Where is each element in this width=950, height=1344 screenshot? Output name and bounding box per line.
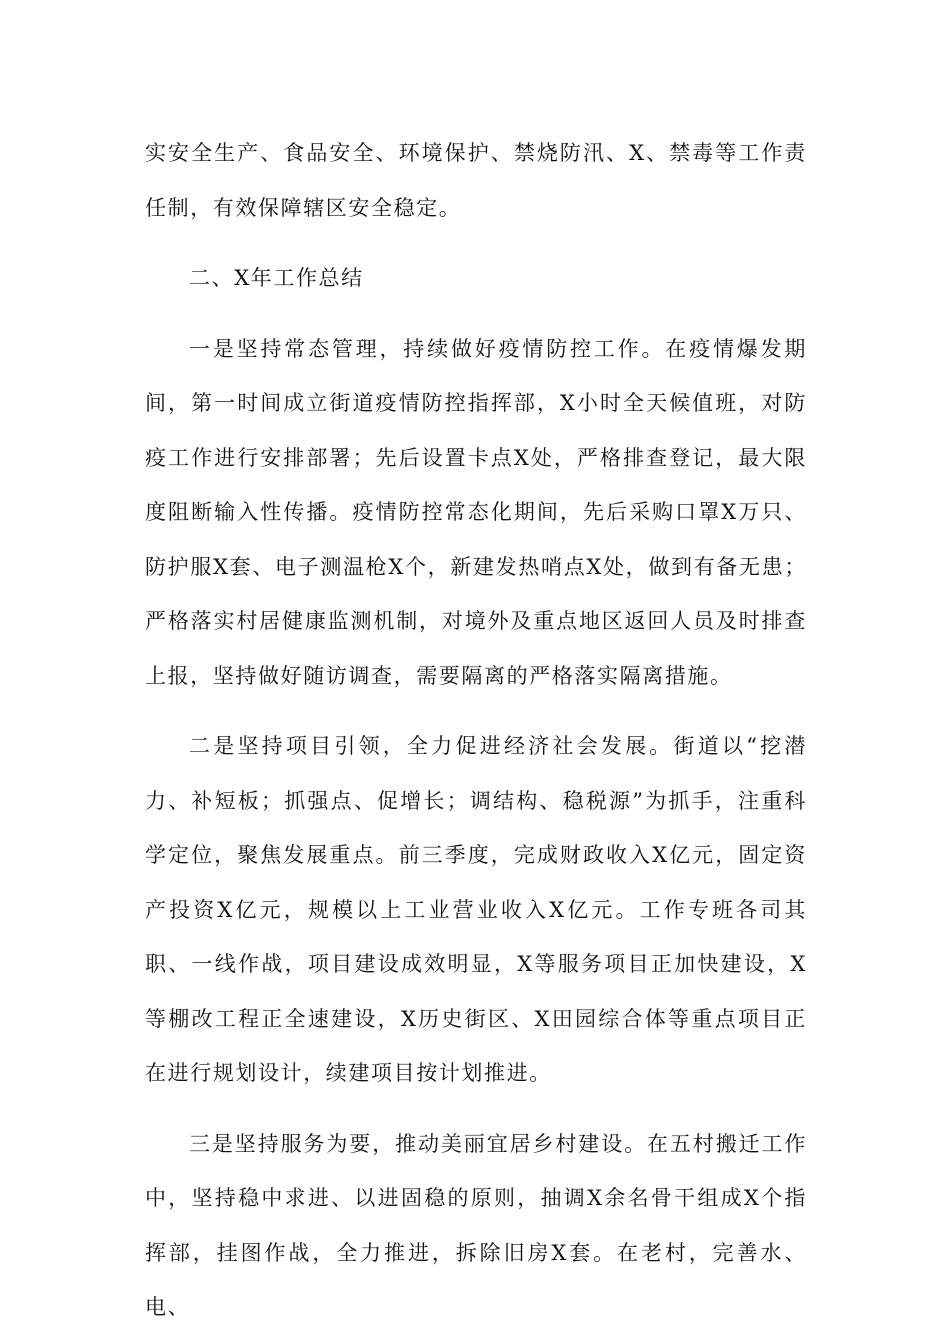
- paragraph-rural-construction: 三是坚持服务为要，推动美丽宜居乡村建设。在五村搬迁工作中，坚持稳中求进、以进固稳的原则，抽调X余名骨干组成X个指挥部，挂图作战，全力推进，拆除旧房X套。在老村，完善水、电、: [145, 1131, 807, 1319]
- paragraph-project-development: 二是坚持项目引领，全力促进经济社会发展。街道以“挖潜力、补短板；抓强点、促增长；调结构、稳税源”为抓手，注重科学定位，聚焦发展重点。前三季度，完成财政收入X亿元，固定资产投资X亿元，规模以上工业营业收入X亿元。工作专班各司其职、一线作战，项目建设成效明显，X等服务项目正加快建设，X等棚改工程正全速建设，X历史街区、X田园综合体等重点项目正在进行规划设计，续建项目按计划推进。: [145, 734, 807, 1085]
- document-body: [145, 126, 807, 1335]
- paragraph-epidemic-control: 一是坚持常态管理，持续做好疫情防控工作。在疫情爆发期间，第一时间成立街道疫情防控指挥部，X小时全天候值班，对防疫工作进行安排部署；先后设置卡点X处，严格排查登记，最大限度阻断输入性传播。疫情防控常态化期间，先后采购口罩X万只、防护服X套、电子测温枪X个，新建发热哨点X处，做到有备无患；严格落实村居健康监测机制，对境外及重点地区返回人员及时排查上报，坚持做好随访调查，需要隔离的严格落实隔离措施。: [145, 336, 807, 688]
- section-heading: 二、X年工作总结: [189, 266, 364, 290]
- paragraph-continuation: 实安全生产、食品安全、环境保护、禁烧防汛、X、禁毒等工作责任制，有效保障辖区安全稳定。: [145, 141, 807, 220]
